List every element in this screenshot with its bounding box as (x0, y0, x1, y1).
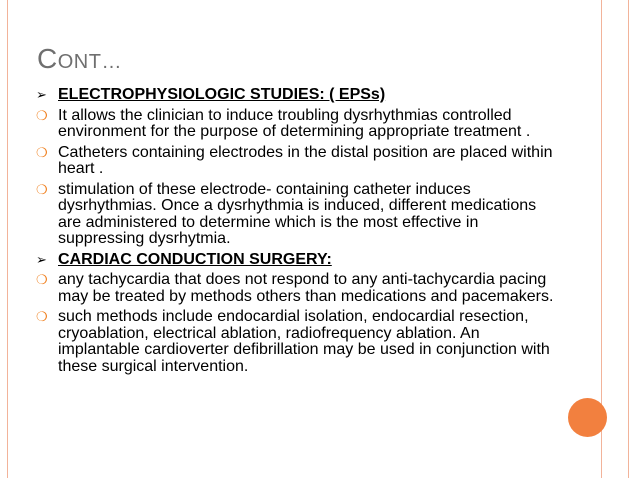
list-item (36, 309, 556, 375)
list-item (36, 145, 556, 178)
circle-bullet-icon: ❍ (36, 181, 48, 197)
list-item-text: It allows the clinician to induce troubling dysrhythmias controlled environment for the purpose of determining appropriate treatment . (58, 106, 531, 140)
list-item-text: any tachycardia that does not respond to any anti-tachycardia pacing may be treated by methods others than medications and pacemakers. (58, 271, 554, 305)
orange-circle-decoration (568, 398, 607, 437)
section-heading: CARDIAC CONDUCTION SURGERY: (58, 250, 332, 268)
circle-bullet-icon: ❍ (36, 107, 48, 123)
arrow-bullet-icon: ➢ (36, 87, 47, 102)
slide-content (36, 87, 556, 379)
title-rest: ONT… (57, 51, 122, 73)
list-item-text: such methods include endocardial isolation, endocardial resection, cryoablation, electrical ablation, radiofrequency ablation. An implantable cardioverter defibrillation may be used in conjunction with these surgical intervention. (58, 308, 550, 375)
right-border-line-outer (628, 0, 629, 478)
list-item-text: Catheters containing electrodes in the distal position are placed within heart . (58, 143, 553, 177)
circle-bullet-icon: ❍ (36, 272, 48, 287)
circle-bullet-icon: ❍ (36, 144, 48, 160)
title-first-letter: C (37, 43, 58, 74)
slide-title (37, 43, 122, 75)
list-item-heading-eps (36, 87, 556, 104)
list-item (36, 108, 556, 141)
circle-bullet-icon: ❍ (36, 309, 48, 324)
arrow-bullet-icon: ➢ (36, 251, 47, 267)
left-border-line (7, 0, 8, 478)
list-item-text: stimulation of these electrode- containing catheter induces dysrhythmias. Once a dysrhythmia is induced, different medications are administered to determine which is the most effective in suppressing dysrhytmia. (58, 180, 537, 247)
list-item (36, 182, 556, 248)
list-item-heading-surgery (36, 252, 556, 269)
section-heading: ELECTROPHYSIOLOGIC STUDIES: ( EPSs) (58, 86, 386, 103)
list-item (36, 272, 556, 305)
